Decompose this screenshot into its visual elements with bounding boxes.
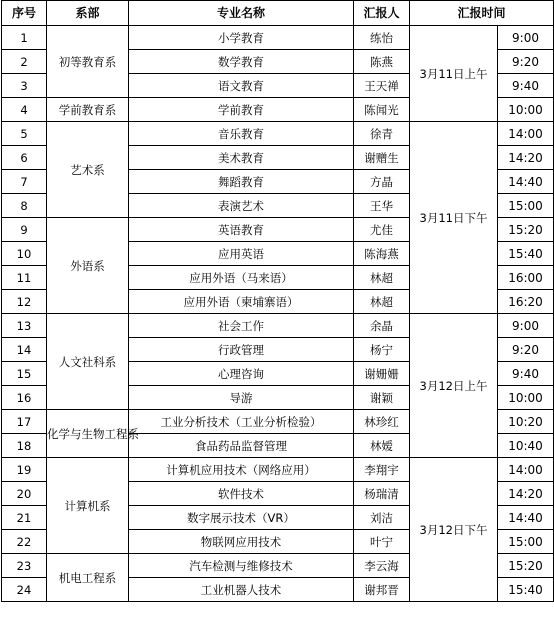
session-date: 3月11日上午 xyxy=(410,26,498,122)
major-name: 软件技术 xyxy=(129,482,354,506)
session-date: 3月11日下午 xyxy=(410,122,498,314)
row-number: 10 xyxy=(2,242,47,266)
row-number: 21 xyxy=(2,506,47,530)
major-name: 导游 xyxy=(129,386,354,410)
row-number: 1 xyxy=(2,26,47,50)
time-slot: 10:00 xyxy=(498,386,554,410)
department-cell: 计算机系 xyxy=(47,458,129,554)
row-number: 9 xyxy=(2,218,47,242)
row-number: 13 xyxy=(2,314,47,338)
presenter-name: 王天禅 xyxy=(354,74,410,98)
table-row xyxy=(2,458,554,482)
presenter-name: 王华 xyxy=(354,194,410,218)
time-slot: 9:20 xyxy=(498,50,554,74)
row-number: 17 xyxy=(2,410,47,434)
major-name: 数学教育 xyxy=(129,50,354,74)
time-slot: 14:40 xyxy=(498,506,554,530)
row-number: 2 xyxy=(2,50,47,74)
presenter-name: 谢姗姗 xyxy=(354,362,410,386)
row-number: 24 xyxy=(2,578,47,602)
department-cell: 艺术系 xyxy=(47,122,129,218)
time-slot: 15:20 xyxy=(498,218,554,242)
presenter-name: 余晶 xyxy=(354,314,410,338)
presenter-name: 尤佳 xyxy=(354,218,410,242)
time-slot: 15:00 xyxy=(498,194,554,218)
schedule-table xyxy=(1,0,554,602)
presenter-name: 李翔宇 xyxy=(354,458,410,482)
time-slot: 14:00 xyxy=(498,458,554,482)
major-name: 计算机应用技术（网络应用） xyxy=(129,458,354,482)
presenter-name: 李云海 xyxy=(354,554,410,578)
major-name: 表演艺术 xyxy=(129,194,354,218)
time-slot: 15:00 xyxy=(498,530,554,554)
session-date: 3月12日下午 xyxy=(410,458,498,602)
table-row xyxy=(2,26,554,50)
time-slot: 10:20 xyxy=(498,410,554,434)
major-name: 应用英语 xyxy=(129,242,354,266)
time-slot: 15:40 xyxy=(498,578,554,602)
department-cell: 化学与生物工程系 xyxy=(47,410,129,458)
major-name: 音乐教育 xyxy=(129,122,354,146)
major-name: 舞蹈教育 xyxy=(129,170,354,194)
header-time: 汇报时间 xyxy=(410,1,554,26)
schedule-body xyxy=(2,26,554,602)
time-slot: 16:20 xyxy=(498,290,554,314)
major-name: 英语教育 xyxy=(129,218,354,242)
row-number: 23 xyxy=(2,554,47,578)
presenter-name: 林超 xyxy=(354,290,410,314)
major-name: 应用外语（马来语） xyxy=(129,266,354,290)
presenter-name: 谢赠生 xyxy=(354,146,410,170)
time-slot: 15:20 xyxy=(498,554,554,578)
time-slot: 9:40 xyxy=(498,74,554,98)
department-cell: 外语系 xyxy=(47,218,129,314)
time-slot: 9:20 xyxy=(498,338,554,362)
row-number: 19 xyxy=(2,458,47,482)
row-number: 3 xyxy=(2,74,47,98)
row-number: 20 xyxy=(2,482,47,506)
major-name: 工业机器人技术 xyxy=(129,578,354,602)
presenter-name: 杨瑞清 xyxy=(354,482,410,506)
presenter-name: 林超 xyxy=(354,266,410,290)
major-name: 心理咨询 xyxy=(129,362,354,386)
major-name: 小学教育 xyxy=(129,26,354,50)
row-number: 22 xyxy=(2,530,47,554)
major-name: 美术教育 xyxy=(129,146,354,170)
time-slot: 10:40 xyxy=(498,434,554,458)
row-number: 4 xyxy=(2,98,47,122)
time-slot: 9:00 xyxy=(498,26,554,50)
row-number: 14 xyxy=(2,338,47,362)
presenter-name: 谢颖 xyxy=(354,386,410,410)
department-cell: 学前教育系 xyxy=(47,98,129,122)
header-row xyxy=(2,1,554,26)
presenter-name: 方晶 xyxy=(354,170,410,194)
major-name: 物联网应用技术 xyxy=(129,530,354,554)
major-name: 语文教育 xyxy=(129,74,354,98)
header-no: 序号 xyxy=(2,1,47,26)
presenter-name: 谢邦晋 xyxy=(354,578,410,602)
session-date: 3月12日上午 xyxy=(410,314,498,458)
time-slot: 16:00 xyxy=(498,266,554,290)
presenter-name: 刘洁 xyxy=(354,506,410,530)
presenter-name: 陈闻光 xyxy=(354,98,410,122)
presenter-name: 林嫒 xyxy=(354,434,410,458)
row-number: 7 xyxy=(2,170,47,194)
row-number: 11 xyxy=(2,266,47,290)
presenter-name: 叶宁 xyxy=(354,530,410,554)
time-slot: 14:20 xyxy=(498,482,554,506)
time-slot: 14:20 xyxy=(498,146,554,170)
department-cell: 机电工程系 xyxy=(47,554,129,602)
row-number: 5 xyxy=(2,122,47,146)
table-row xyxy=(2,314,554,338)
time-slot: 9:00 xyxy=(498,314,554,338)
row-number: 8 xyxy=(2,194,47,218)
major-name: 食品药品监督管理 xyxy=(129,434,354,458)
presenter-name: 陈海燕 xyxy=(354,242,410,266)
presenter-name: 杨宁 xyxy=(354,338,410,362)
presenter-name: 林珍红 xyxy=(354,410,410,434)
table-row xyxy=(2,122,554,146)
department-cell: 人文社科系 xyxy=(47,314,129,410)
row-number: 12 xyxy=(2,290,47,314)
time-slot: 15:40 xyxy=(498,242,554,266)
major-name: 行政管理 xyxy=(129,338,354,362)
time-slot: 10:00 xyxy=(498,98,554,122)
header-department: 系部 xyxy=(47,1,129,26)
major-name: 汽车检测与维修技术 xyxy=(129,554,354,578)
header-presenter: 汇报人 xyxy=(354,1,410,26)
major-name: 社会工作 xyxy=(129,314,354,338)
row-number: 18 xyxy=(2,434,47,458)
presenter-name: 陈燕 xyxy=(354,50,410,74)
time-slot: 9:40 xyxy=(498,362,554,386)
major-name: 数字展示技术（VR） xyxy=(129,506,354,530)
presenter-name: 徐青 xyxy=(354,122,410,146)
presenter-name: 练怡 xyxy=(354,26,410,50)
time-slot: 14:00 xyxy=(498,122,554,146)
row-number: 16 xyxy=(2,386,47,410)
time-slot: 14:40 xyxy=(498,170,554,194)
department-cell: 初等教育系 xyxy=(47,26,129,98)
row-number: 15 xyxy=(2,362,47,386)
row-number: 6 xyxy=(2,146,47,170)
major-name: 学前教育 xyxy=(129,98,354,122)
major-name: 应用外语（柬埔寨语） xyxy=(129,290,354,314)
header-major: 专业名称 xyxy=(129,1,354,26)
major-name: 工业分析技术（工业分析检验） xyxy=(129,410,354,434)
